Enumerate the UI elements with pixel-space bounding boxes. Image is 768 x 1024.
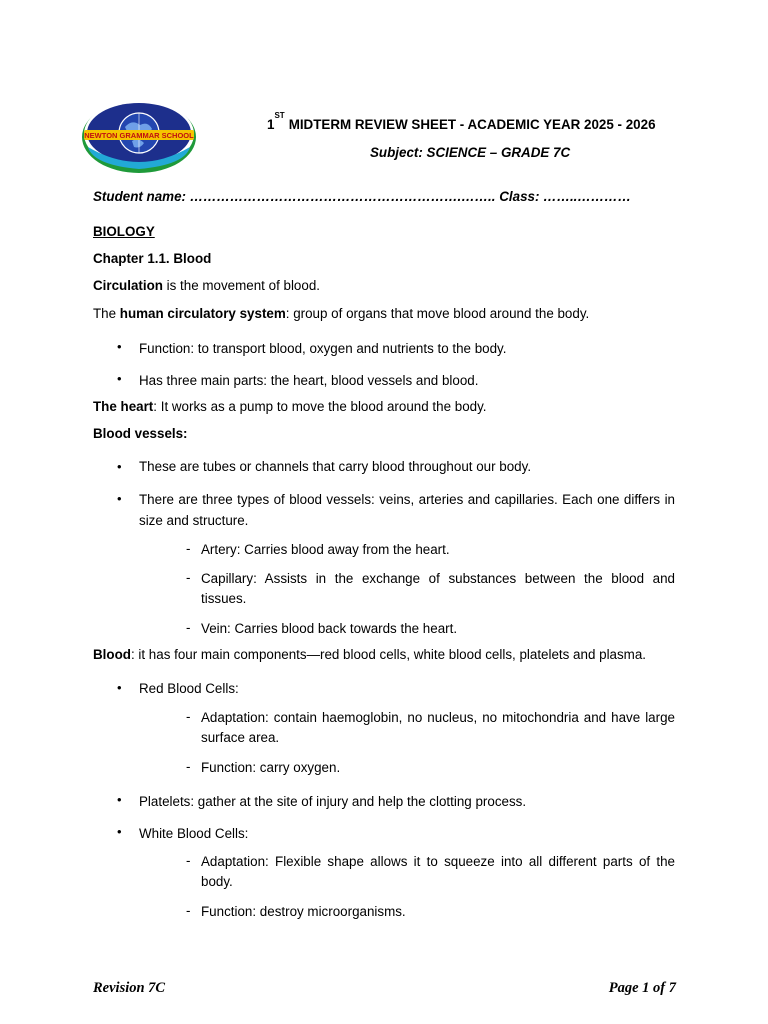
sub-list-item: Function: destroy microorganisms. xyxy=(201,904,406,919)
dash-icon: - xyxy=(186,853,191,868)
list-item: Red Blood Cells: xyxy=(139,681,239,696)
dash-icon: - xyxy=(186,570,191,585)
sub-list-item: Adaptation: Flexible shape allows it to squeeze into all different parts of the body. xyxy=(201,854,675,889)
dash-icon: - xyxy=(186,709,191,724)
footer-page-number: Page 1 of 7 xyxy=(608,980,676,996)
svg-text:NEWTON GRAMMAR SCHOOL: NEWTON GRAMMAR SCHOOL xyxy=(84,131,194,140)
list-item: These are tubes or channels that carry blood throughout our body. xyxy=(139,459,532,474)
student-name-label: Student name: xyxy=(93,189,186,204)
sub-list-item: Function: carry oxygen. xyxy=(201,760,341,775)
sub-list-item: Artery: Carries blood away from the heart. xyxy=(201,542,450,557)
bullet-icon: • xyxy=(117,339,122,354)
class-blank: ……..………… xyxy=(543,189,631,204)
footer-revision: Revision 7C xyxy=(93,980,166,996)
dash-icon: - xyxy=(186,903,191,918)
sub-list-item: Capillary: Assists in the exchange of substances between the blood and tissues. xyxy=(201,571,675,606)
title-number: 1 xyxy=(267,117,275,132)
dash-icon: - xyxy=(186,620,191,635)
student-name-blank: …………………………………………………….…….. xyxy=(189,189,496,204)
chapter-heading: Chapter 1.1. Blood xyxy=(93,251,212,266)
page-title xyxy=(267,111,656,132)
bullet-icon: • xyxy=(117,491,122,506)
heart-definition: The heart: It works as a pump to move the blood around the body. xyxy=(93,399,487,414)
list-item: There are three types of blood vessels: veins, arteries and capillaries. Each one differs in size and structure. xyxy=(139,492,675,528)
sub-list-item: Vein: Carries blood back towards the heart. xyxy=(201,621,458,636)
list-item: White Blood Cells: xyxy=(139,826,249,841)
list-item: Platelets: gather at the site of injury and help the clotting process. xyxy=(139,794,527,809)
title-superscript: ST xyxy=(274,111,285,120)
blood-definition: Blood: it has four main components—red blood cells, white blood cells, platelets and plasma. xyxy=(93,647,647,662)
bullet-icon: • xyxy=(117,824,122,839)
list-item: Has three main parts: the heart, blood vessels and blood. xyxy=(139,373,479,388)
sub-list-item: Adaptation: contain haemoglobin, no nucleus, no mitochondria and have large surface area. xyxy=(201,710,675,745)
circulation-definition: Circulation is the movement of blood. xyxy=(93,278,320,293)
class-label: Class: xyxy=(499,189,540,204)
bullet-icon: • xyxy=(117,459,122,474)
title-text: MIDTERM REVIEW SHEET - ACADEMIC YEAR 2025 - 2026 xyxy=(288,117,656,132)
bullet-icon: • xyxy=(117,792,122,807)
list-item: Function: to transport blood, oxygen and nutrients to the body. xyxy=(139,341,507,356)
circulatory-system-definition: The human circulatory system: group of organs that move blood around the body. xyxy=(93,306,590,321)
school-logo xyxy=(80,97,198,175)
dash-icon: - xyxy=(186,541,191,556)
subject-line: Subject: SCIENCE – GRADE 7C xyxy=(370,145,571,160)
section-heading: BIOLOGY xyxy=(93,224,155,239)
student-info-line xyxy=(93,189,631,204)
bullet-icon: • xyxy=(117,680,122,695)
bullet-icon: • xyxy=(117,371,122,386)
vessels-heading: Blood vessels: xyxy=(93,426,188,441)
dash-icon: - xyxy=(186,759,191,774)
